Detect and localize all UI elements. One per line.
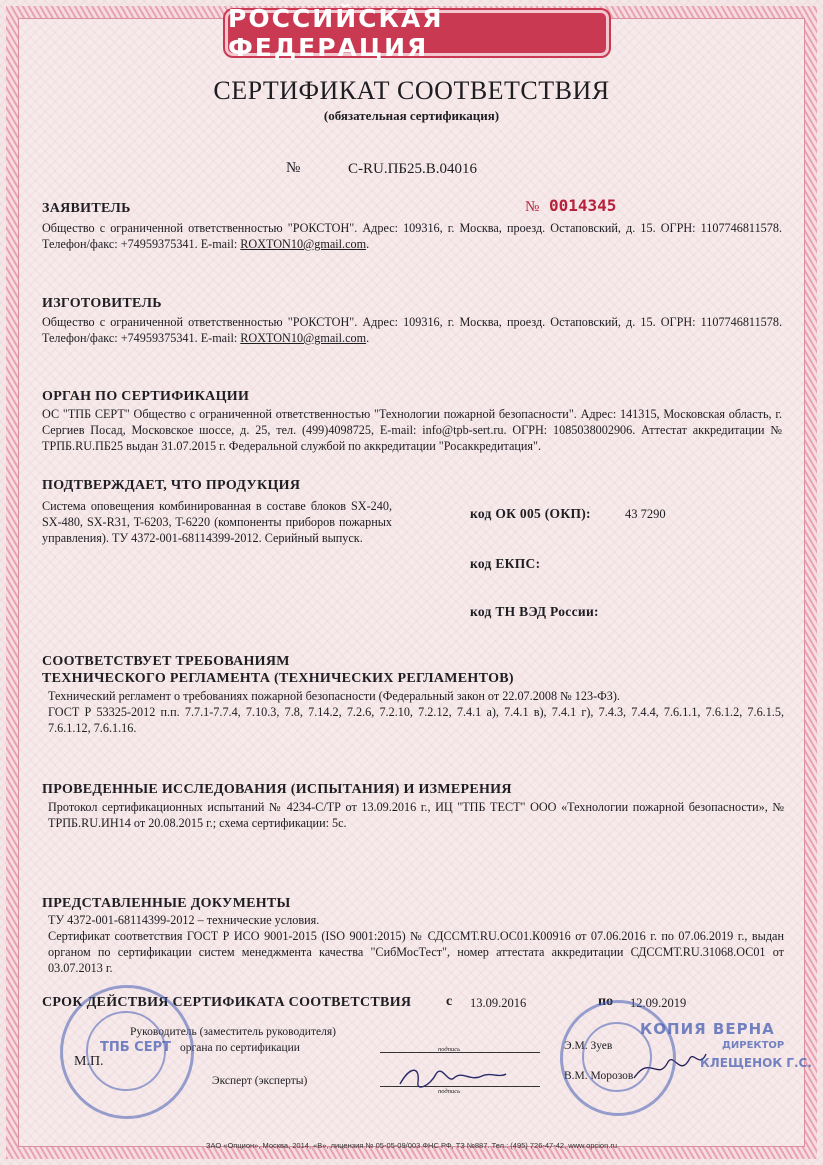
applicant-text <box>42 220 782 252</box>
requirements-heading: СООТВЕТСТВУЕТ ТРЕБОВАНИЯМ <box>42 654 290 669</box>
expert-name: В.М. Морозов <box>564 1070 634 1082</box>
okp-value: 43 7290 <box>625 507 666 521</box>
expert-sign-caption: подпись <box>438 1088 461 1095</box>
requirements-line1: Технический регламент о требованиях пожарной безопасности (Федеральный закон от 22.07.2008 № 123-ФЗ). <box>48 689 620 703</box>
serial-number <box>525 196 616 216</box>
copy-stamp-line1: КОПИЯ ВЕРНА <box>640 1020 775 1038</box>
serial-value: 0014345 <box>548 196 617 215</box>
manufacturer-heading: ИЗГОТОВИТЕЛЬ <box>42 296 162 311</box>
requirements-line2: ГОСТ Р 53325-2012 п.п. 7.7.1-7.7.4, 7.10.3, 7.8, 7.14.2, 7.2.6, 7.2.10, 7.2.12, 7.4.1 а), 7.4.1 в), 7.4.1 г), 7.4.3, 7.4.4, 7.6.1.1, 7.6.1.2, 7.6.1.5, 7.6.1.12, 7.6.1.16. <box>48 705 784 735</box>
validity-from-label: с <box>446 994 453 1009</box>
head-label-2: органа по сертификации <box>180 1042 300 1054</box>
applicant-end: . <box>366 237 370 251</box>
requirements-subheading: ТЕХНИЧЕСКОГО РЕГЛАМЕНТА (ТЕХНИЧЕСКИХ РЕГЛАМЕНТОВ) <box>42 671 514 686</box>
document-title: СЕРТИФИКАТ СООТВЕТСТВИЯ <box>213 76 610 105</box>
document-subtitle: (обязательная сертификация) <box>323 108 500 123</box>
head-label: Руководитель (заместитель руководителя) <box>130 1026 336 1038</box>
seal-text-left: ТПБ СЕРТ <box>100 1040 171 1055</box>
cert-number: С-RU.ПБ25.В.04016 <box>348 161 478 177</box>
validity-to-label: по <box>598 994 614 1009</box>
seal-place-label: М.П. <box>74 1054 104 1069</box>
manufacturer-end: . <box>366 331 370 345</box>
documents-heading: ПРЕДСТАВЛЕННЫЕ ДОКУМЕНТЫ <box>42 896 291 911</box>
applicant-heading: ЗАЯВИТЕЛЬ <box>42 201 131 216</box>
cert-number-label: № <box>286 160 301 176</box>
banner-text: РОССИЙСКАЯ ФЕДЕРАЦИЯ <box>228 4 444 62</box>
validity-to-date: 12.09.2019 <box>630 996 687 1010</box>
product-text: Система оповещения комбинированная в составе блоков SX-240, SX-480, SX-R31, T-6203, T-6220 (компоненты приборов пожарных управления). ТУ 4372-001-68114399-2012. Серийный выпуск. <box>42 499 392 545</box>
validity-heading: СРОК ДЕЙСТВИЯ СЕРТИФИКАТА СООТВЕТСТВИЯ <box>42 995 412 1010</box>
copy-stamp-line2: ДИРЕКТОР <box>722 1040 785 1051</box>
tests-heading: ПРОВЕДЕННЫЕ ИССЛЕДОВАНИЯ (ИСПЫТАНИЯ) И ИЗМЕРЕНИЯ <box>42 782 512 797</box>
manufacturer-text <box>42 314 782 346</box>
cert-body-heading: ОРГАН ПО СЕРТИФИКАЦИИ <box>42 389 250 404</box>
documents-line1: ТУ 4372-001-68114399-2012 – технические условия. <box>48 913 320 927</box>
copy-stamp-line3: КЛЕЩЕНОК Г.С. <box>700 1056 812 1070</box>
printer-footer: ЗАО «Опцион», Москва, 2014, «В», лицензия № 05-05-09/003 ФНС РФ, ТЗ №887. Тел.: (495) 726-47-42, www.opcion.ru <box>206 1141 617 1150</box>
tnved-label: код ТН ВЭД России: <box>470 604 599 619</box>
documents-line2: Сертификат соответствия ГОСТ Р ИСО 9001-2015 (ISO 9001:2015) № СДССМТ.RU.ОС01.К00916 от 07.06.2016 г. по 07.06.2019 г., выдан органом по сертификации систем менеджмента качества "СибМосТест", номер аттестата аккредитации СДССМТ.RU.31068.ОС01 от 03.07.2013 г. <box>48 929 784 975</box>
country-banner <box>225 4 609 62</box>
expert-signature <box>390 1056 510 1096</box>
cert-body-text: ОС "ТПБ СЕРТ" Общество с ограниченной ответственностью "Технологии пожарной безопасности". Адрес: 141315, Московская область, г. Сергиев Посад, Московское шоссе, д. 25, тел. (499)4098725, E-mail: info@tpb-sert.ru. ОГРН: 1085038002906. Аттестат аккредитации № ТРПБ.RU.ПБ25 выдан 31.07.2015 г. Федеральной службой по аккредитации "Росаккредитация". <box>42 407 782 453</box>
head-sign-caption: подпись <box>438 1046 461 1053</box>
certificate-body <box>18 18 805 1147</box>
tests-text: Протокол сертификационных испытаний № 4234-С/ТР от 13.09.2016 г., ИЦ "ТПБ ТЕСТ" ООО «Технологии пожарной безопасности», № ТРПБ.RU.ИН14 от 20.08.2015 г.; схема сертификации: 5с. <box>48 800 784 830</box>
head-name: Э.М. Зуев <box>564 1040 613 1052</box>
ekps-label: код ЕКПС: <box>470 556 541 571</box>
okp-label: код ОК 005 (ОКП): <box>470 506 591 521</box>
product-heading: ПОДТВЕРЖДАЕТ, ЧТО ПРОДУКЦИЯ <box>42 478 301 493</box>
serial-label: № <box>525 199 540 215</box>
expert-label: Эксперт (эксперты) <box>212 1075 308 1087</box>
validity-from-date: 13.09.2016 <box>470 996 527 1010</box>
applicant-details: Общество с ограниченной ответственностью "РОКСТОН". Адрес: 109316, г. Москва, проезд. Остаповский, д. 15. ОГРН: 1107746811578. Телефон/факс: +74959375341. E-mail: <box>42 221 782 251</box>
manufacturer-details: Общество с ограниченной ответственностью "РОКСТОН". Адрес: 109316, г. Москва, проезд. Остаповский, д. 15. ОГРН: 1107746811578. Телефон/факс: +74959375341. E-mail: <box>42 315 782 345</box>
manufacturer-email: ROXTON10@gmail.com <box>240 331 367 345</box>
applicant-email: ROXTON10@gmail.com <box>240 237 367 251</box>
